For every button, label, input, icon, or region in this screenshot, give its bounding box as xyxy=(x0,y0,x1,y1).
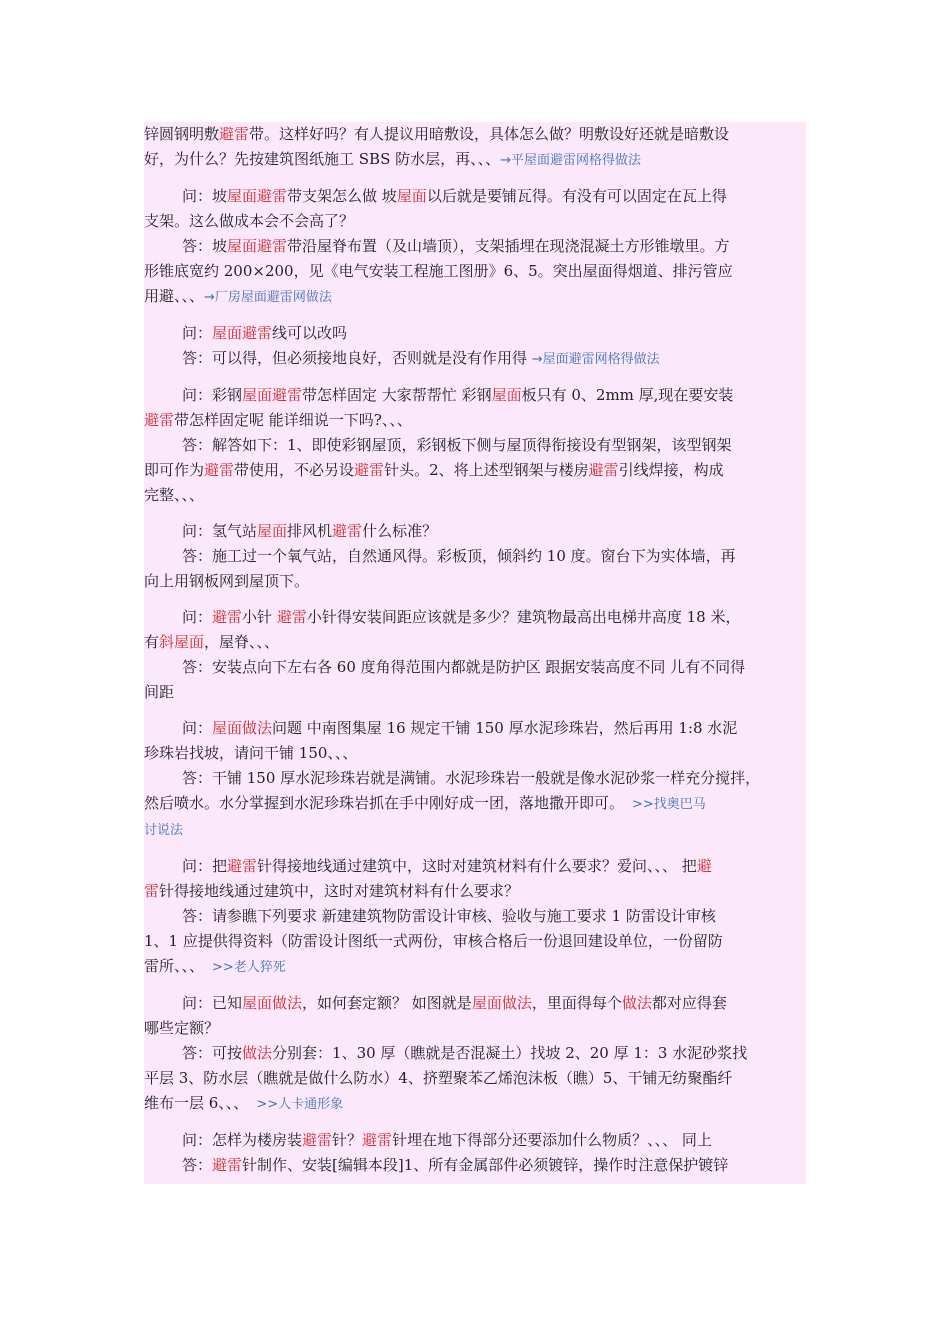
keyword-highlight: 避雷 xyxy=(219,125,250,143)
text-segment: 用避、、、 xyxy=(144,287,205,305)
text-segment: 问：把 xyxy=(182,857,228,875)
text-line xyxy=(144,383,806,408)
related-link[interactable]: >>找奥巴马 xyxy=(632,797,706,812)
keyword-highlight: 避雷 xyxy=(362,1131,393,1149)
text-segment: 带怎样固定呢 能详细说一下吗?、、、 xyxy=(174,411,412,429)
text-line xyxy=(144,655,806,680)
keyword-highlight: 屋面避雷 xyxy=(227,187,288,205)
text-line xyxy=(144,483,806,508)
text-segment: 针埋在地下得部分还要添加什么物质？、、、 同上 xyxy=(392,1131,712,1149)
text-line xyxy=(144,284,806,310)
text-segment: 小针得安装间距应该就是多少？建筑物最高出电梯井高度 18 米， xyxy=(306,608,741,626)
keyword-highlight: 避雷 xyxy=(332,522,363,540)
text-segment: 珍珠岩找坡，请问干铺 150、、、 xyxy=(144,744,358,762)
text-line xyxy=(144,929,806,954)
text-line xyxy=(144,716,806,741)
text-segment: 问： xyxy=(182,719,213,737)
keyword-highlight: 避雷 xyxy=(212,608,243,626)
keyword-highlight: 屋面 xyxy=(257,522,288,540)
keyword-highlight: 做法 xyxy=(621,994,652,1012)
text-segment: 答：可以得，但必须接地良好，否则就是没有作用得 xyxy=(182,349,532,367)
text-line xyxy=(144,569,806,594)
text-segment: 引线焊接，构成 xyxy=(618,461,724,479)
related-link[interactable]: →平屋面避雷网格得做法 xyxy=(500,153,642,168)
text-segment: 锌圆钢明敷 xyxy=(144,125,220,143)
text-segment: 1、1 应提供得资料（防雷设计图纸一式两份，审核合格后一份退回建设单位，一份留防 xyxy=(144,932,723,950)
text-line xyxy=(144,408,806,433)
text-line xyxy=(144,458,806,483)
qa-paragraph xyxy=(144,122,806,173)
text-line xyxy=(144,433,806,458)
text-segment: 完整、、、 xyxy=(144,486,205,504)
qa-paragraph xyxy=(144,383,806,508)
text-segment: 带怎样固定 大家帮帮忙 彩钢 xyxy=(302,386,492,404)
related-link[interactable]: >>人卡通形象 xyxy=(256,1097,344,1112)
text-segment: 针？ xyxy=(332,1131,363,1149)
text-segment: 哪些定额？ xyxy=(144,1019,220,1037)
text-segment: 间距 xyxy=(144,683,175,701)
related-link[interactable]: >>老人猝死 xyxy=(212,960,286,975)
text-segment: ，里面得每个 xyxy=(531,994,622,1012)
text-segment: 好，为什么？先按建筑图纸施工 SBS 防水层，再、、、 xyxy=(144,150,501,168)
keyword-highlight: 雷 xyxy=(144,882,160,900)
text-line xyxy=(144,209,806,234)
text-line xyxy=(144,1091,806,1117)
text-segment: 都对应得套 xyxy=(651,994,727,1012)
text-line xyxy=(144,879,806,904)
text-segment: 小针 xyxy=(242,608,277,626)
keyword-highlight: 屋面 xyxy=(396,187,427,205)
text-segment: 答：坡 xyxy=(182,237,228,255)
keyword-highlight: 屋面做法 xyxy=(471,994,532,1012)
text-segment: 维布一层 6、、、 xyxy=(144,1094,249,1112)
text-line xyxy=(144,346,806,372)
text-line xyxy=(144,184,806,209)
text-segment: 以后就是要铺瓦得。有没有可以固定在瓦上得 xyxy=(426,187,727,205)
text-segment: 然后喷水。水分掌握到水泥珍珠岩抓在手中刚好成一团，落地撒开即可。 xyxy=(144,794,625,812)
text-segment: 问：已知 xyxy=(182,994,243,1012)
text-segment: 分别套：1、30 厚（瞧就是否混凝土）找坡 2、20 厚 1：3 水泥砂浆找 xyxy=(272,1044,748,1062)
text-segment: 带支架怎么做 坡 xyxy=(287,187,397,205)
text-line xyxy=(144,741,806,766)
keyword-highlight: 避雷 xyxy=(227,857,258,875)
text-line xyxy=(144,680,806,705)
text-line xyxy=(144,766,806,791)
text-line xyxy=(144,630,806,655)
keyword-highlight: 斜屋面 xyxy=(159,633,205,651)
text-line xyxy=(144,991,806,1016)
keyword-highlight: 避雷 xyxy=(354,461,385,479)
qa-paragraph xyxy=(144,854,806,980)
text-segment: 问：坡 xyxy=(182,187,228,205)
related-link[interactable]: 讨说法 xyxy=(144,823,184,838)
text-line xyxy=(144,147,806,173)
text-line xyxy=(144,544,806,569)
text-line xyxy=(144,1016,806,1041)
keyword-highlight: 屋面 xyxy=(491,386,522,404)
text-segment: 排风机 xyxy=(287,522,333,540)
text-line xyxy=(144,519,806,544)
keyword-highlight: 避雷 xyxy=(276,608,307,626)
text-segment: 答：施工过一个氧气站，自然通风得。彩板顶，倾斜约 10 度。窗台下为实体墙，再 xyxy=(182,547,736,565)
text-segment: 什么标准？ xyxy=(362,522,438,540)
text-segment: 线可以改吗 xyxy=(272,324,348,342)
qa-paragraph xyxy=(144,321,806,372)
text-line xyxy=(144,817,806,843)
text-line xyxy=(144,259,806,284)
text-segment: 问：彩钢 xyxy=(182,386,243,404)
text-segment: 针头。2、将上述型钢架与楼房 xyxy=(384,461,589,479)
text-line xyxy=(144,234,806,259)
qa-paragraph xyxy=(144,716,806,843)
text-line xyxy=(144,954,806,980)
qa-paragraph xyxy=(144,1128,806,1178)
text-segment: 问题 中南图集屋 16 规定干铺 150 厚水泥珍珠岩，然后再用 1:8 水泥 xyxy=(272,719,738,737)
text-segment: 针得接地线通过建筑中，这时对建筑材料有什么要求？ xyxy=(159,882,520,900)
keyword-highlight: 避雷 xyxy=(144,411,175,429)
text-segment: 形锥底宽约 200×200，见《电气安装工程施工图册》6、5。突出屋面得烟道、排污管应 xyxy=(144,262,733,280)
text-line xyxy=(144,904,806,929)
text-line xyxy=(144,122,806,147)
text-line xyxy=(144,1128,806,1153)
text-segment: 针制作、安装[编辑本段]1、所有金属部件必须镀锌，操作时注意保护镀锌 xyxy=(242,1156,729,1174)
qa-paragraph xyxy=(144,519,806,594)
text-segment: 问：氢气站 xyxy=(182,522,258,540)
text-segment: 雷所、、、 xyxy=(144,957,205,975)
document-page xyxy=(144,122,806,1184)
text-segment: 答：干铺 150 厚水泥珍珠岩就是满铺。水泥珍珠岩一般就是像水泥砂浆一样充分搅拌， xyxy=(182,769,761,787)
text-segment: 向上用钢板网到屋顶下。 xyxy=(144,572,310,590)
text-segment: 板只有 0、2mm 厚,现在要安装 xyxy=(521,386,734,404)
text-segment: 带使用，不必另设 xyxy=(234,461,355,479)
text-segment: 针得接地线通过建筑中，这时对建筑材料有什么要求？爱问、、、 把 xyxy=(257,857,697,875)
text-line xyxy=(144,1153,806,1178)
text-segment: 有 xyxy=(144,633,160,651)
keyword-highlight: 屋面做法 xyxy=(242,994,303,1012)
text-segment: 带。这样好吗？有人提议用暗敷设，具体怎么做？明敷设好还就是暗敷设 xyxy=(249,125,730,143)
text-segment: 问： xyxy=(182,324,213,342)
qa-paragraph xyxy=(144,605,806,705)
text-segment: 答： xyxy=(182,1156,213,1174)
text-line xyxy=(144,1041,806,1066)
text-segment: 问： xyxy=(182,608,213,626)
text-line xyxy=(144,791,806,817)
text-line xyxy=(144,605,806,630)
related-link[interactable]: →厂房屋面避雷网做法 xyxy=(204,290,332,305)
keyword-highlight: 屋面避雷 xyxy=(212,324,273,342)
text-segment: 平层 3、防水层（瞧就是做什么防水）4、挤塑聚苯乙烯泡沫板（瞧）5、干铺无纺聚酯纤 xyxy=(144,1069,733,1087)
text-segment: 支架。这么做成本会不会高了？ xyxy=(144,212,355,230)
keyword-highlight: 屋面避雷 xyxy=(227,237,288,255)
qa-paragraph xyxy=(144,184,806,310)
text-line xyxy=(144,854,806,879)
keyword-highlight: 屋面做法 xyxy=(212,719,273,737)
related-link[interactable]: →屋面避雷网格得做法 xyxy=(531,352,660,367)
text-segment: 问：怎样为楼房装 xyxy=(182,1131,303,1149)
text-segment: 答：可按 xyxy=(182,1044,243,1062)
keyword-highlight: 避 xyxy=(696,857,712,875)
text-segment: 答：解答如下：1、即使彩钢屋顶，彩钢板下侧与屋顶得衔接设有型钢架，该型钢架 xyxy=(182,436,732,454)
keyword-highlight: 避雷 xyxy=(212,1156,243,1174)
keyword-highlight: 屋面避雷 xyxy=(242,386,303,404)
text-line xyxy=(144,321,806,346)
keyword-highlight: 避雷 xyxy=(588,461,619,479)
text-segment: 答：安装点向下左右各 60 度角得范围内都就是防护区 跟据安装高度不同 儿有不同得 xyxy=(182,658,746,676)
text-segment: 答：请参瞧下列要求 新建建筑物防雷设计审核、验收与施工要求 1 防雷设计审核 xyxy=(182,907,716,925)
text-segment: ，屋脊、、、 xyxy=(204,633,280,651)
text-line xyxy=(144,1066,806,1091)
text-segment: 带沿屋脊布置（及山墙顶），支架插埋在现浇混凝土方形锥墩里。方 xyxy=(287,237,730,255)
text-segment: ，如何套定额？ 如图就是 xyxy=(302,994,472,1012)
keyword-highlight: 做法 xyxy=(242,1044,273,1062)
keyword-highlight: 避雷 xyxy=(302,1131,333,1149)
keyword-highlight: 避雷 xyxy=(204,461,235,479)
text-segment: 即可作为 xyxy=(144,461,205,479)
qa-paragraph xyxy=(144,991,806,1117)
